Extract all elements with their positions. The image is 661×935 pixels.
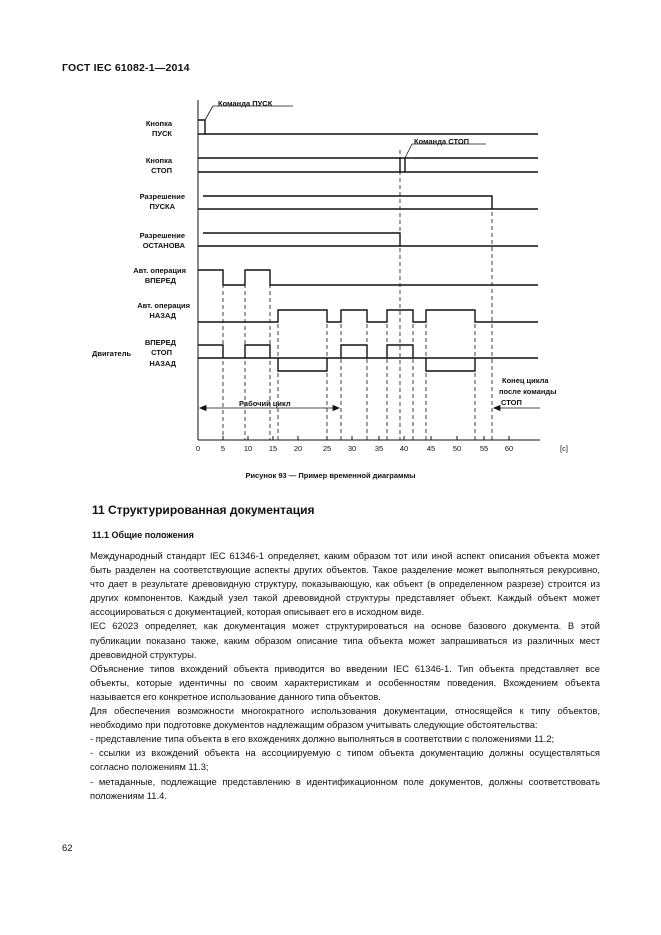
tick-label: 0 — [195, 444, 201, 453]
tick-label: 10 — [243, 444, 253, 453]
label-auto-back-1: Авт. операция — [137, 301, 190, 310]
label-motor: Двигатель — [92, 349, 132, 358]
tick-label: 25 — [322, 444, 332, 453]
end-cycle-label-2: после команды — [499, 387, 557, 396]
label-motor-stop: СТОП — [151, 348, 172, 357]
signal-stop-enable — [198, 233, 538, 246]
time-guides — [223, 150, 492, 440]
tick-label: 35 — [374, 444, 384, 453]
axis-unit: [c] — [560, 444, 568, 453]
label-motor-back: НАЗАД — [149, 359, 176, 368]
label-start-enable-2: ПУСКА — [149, 202, 175, 211]
signal-stop-button — [198, 144, 538, 172]
label-auto-back-2: НАЗАД — [149, 311, 176, 320]
tick-label: 40 — [399, 444, 409, 453]
end-cycle-label-1: Конец цикла — [502, 376, 549, 385]
start-command-label: Команда ПУСК — [218, 99, 273, 108]
list-item: - метаданные, подлежащие представлению в идентификационном поле документов, должны соответствовать положениям 11.4. — [90, 775, 600, 801]
paragraph: Объяснение типов вхождений объекта приводится во введении IEC 61346-1. Тип объекта представляет все объекты, которые идентичны по своим характеристикам и особенностям поведения. Вхождением объекта называется его конкретное использование данного типа объектов. — [90, 662, 600, 702]
tick-label: 50 — [452, 444, 462, 453]
signal-start-enable — [198, 196, 538, 209]
tick-label: 55 — [479, 444, 489, 453]
signal-auto-back — [198, 310, 538, 322]
label-stop-enable-1: Разрешение — [139, 231, 185, 240]
label-start-enable-1: Разрешение — [139, 192, 185, 201]
list-item: - ссылки из вхождений объекта на ассоциируемую с типом объекта документацию должны осуществляться согласно положениям 11.3; — [90, 747, 600, 773]
tick-label: 20 — [293, 444, 303, 453]
label-motor-forward: ВПЕРЕД — [144, 338, 176, 347]
figure-caption: Рисунок 93 — Пример временной диаграммы — [245, 471, 416, 480]
tick-label: 60 — [504, 444, 514, 453]
label-stop-enable-2: ОСТАНОВА — [142, 241, 185, 250]
label-auto-forward-2: ВПЕРЕД — [144, 276, 176, 285]
label-stop-button-1: Кнопка — [145, 156, 172, 165]
tick-label: 5 — [220, 444, 226, 453]
work-cycle-label: Рабочий цикл — [239, 399, 291, 408]
label-auto-forward-1: Авт. операция — [133, 266, 186, 275]
label-start-button-2: ПУСК — [151, 129, 172, 138]
subsection-title: 11.1 Общие положения — [92, 530, 194, 540]
section-title: 11 Структурированная документация — [92, 503, 315, 517]
stop-command-label: Команда СТОП — [414, 137, 470, 146]
signal-start-button — [198, 106, 538, 134]
document-header: ГОСТ IEC 61082-1—2014 — [62, 62, 190, 74]
paragraph: Для обеспечения возможности многократного использования документации, относящейся к типу объектов, необходимо при подготовке документов надлежащим образом учитывать следующие обстоятельства: — [90, 705, 600, 731]
paragraph: Международный стандарт IEC 61346-1 определяет, каким образом тот или иной аспект описания объекта может быть разделен на соответствующие аспекты других объектов. Такое разделение может выполняться рекурсивно, что дает в результате древовидную структуру, показывающую, как объект (в определенном разрезе) строится из других компонентов. Каждый узел такой древовидной структуры представляет объект. Каждый объект может ассоциироваться с документацией, которая описывает его в исходном виде. — [90, 550, 600, 618]
label-stop-button-2: СТОП — [151, 166, 172, 175]
signal-motor — [198, 345, 538, 371]
page-number: 62 — [62, 843, 73, 854]
body-text — [90, 549, 600, 803]
tick-label: 30 — [347, 444, 357, 453]
signal-auto-forward — [198, 270, 538, 285]
tick-label: 15 — [268, 444, 278, 453]
label-start-button-1: Кнопка — [145, 119, 172, 128]
tick-label: 45 — [426, 444, 436, 453]
end-cycle-label-3: СТОП — [501, 398, 522, 407]
list-item: - представление типа объекта в его вхождениях должно выполняться в соответствии с положениями 11.2; — [90, 733, 555, 745]
paragraph: IEC 62023 определяет, как документация может структурироваться на основе базового документа. В этой публикации показано также, каким образом описание типа объекта может запрашиваться из различных мест древовидной структуры. — [90, 620, 600, 660]
